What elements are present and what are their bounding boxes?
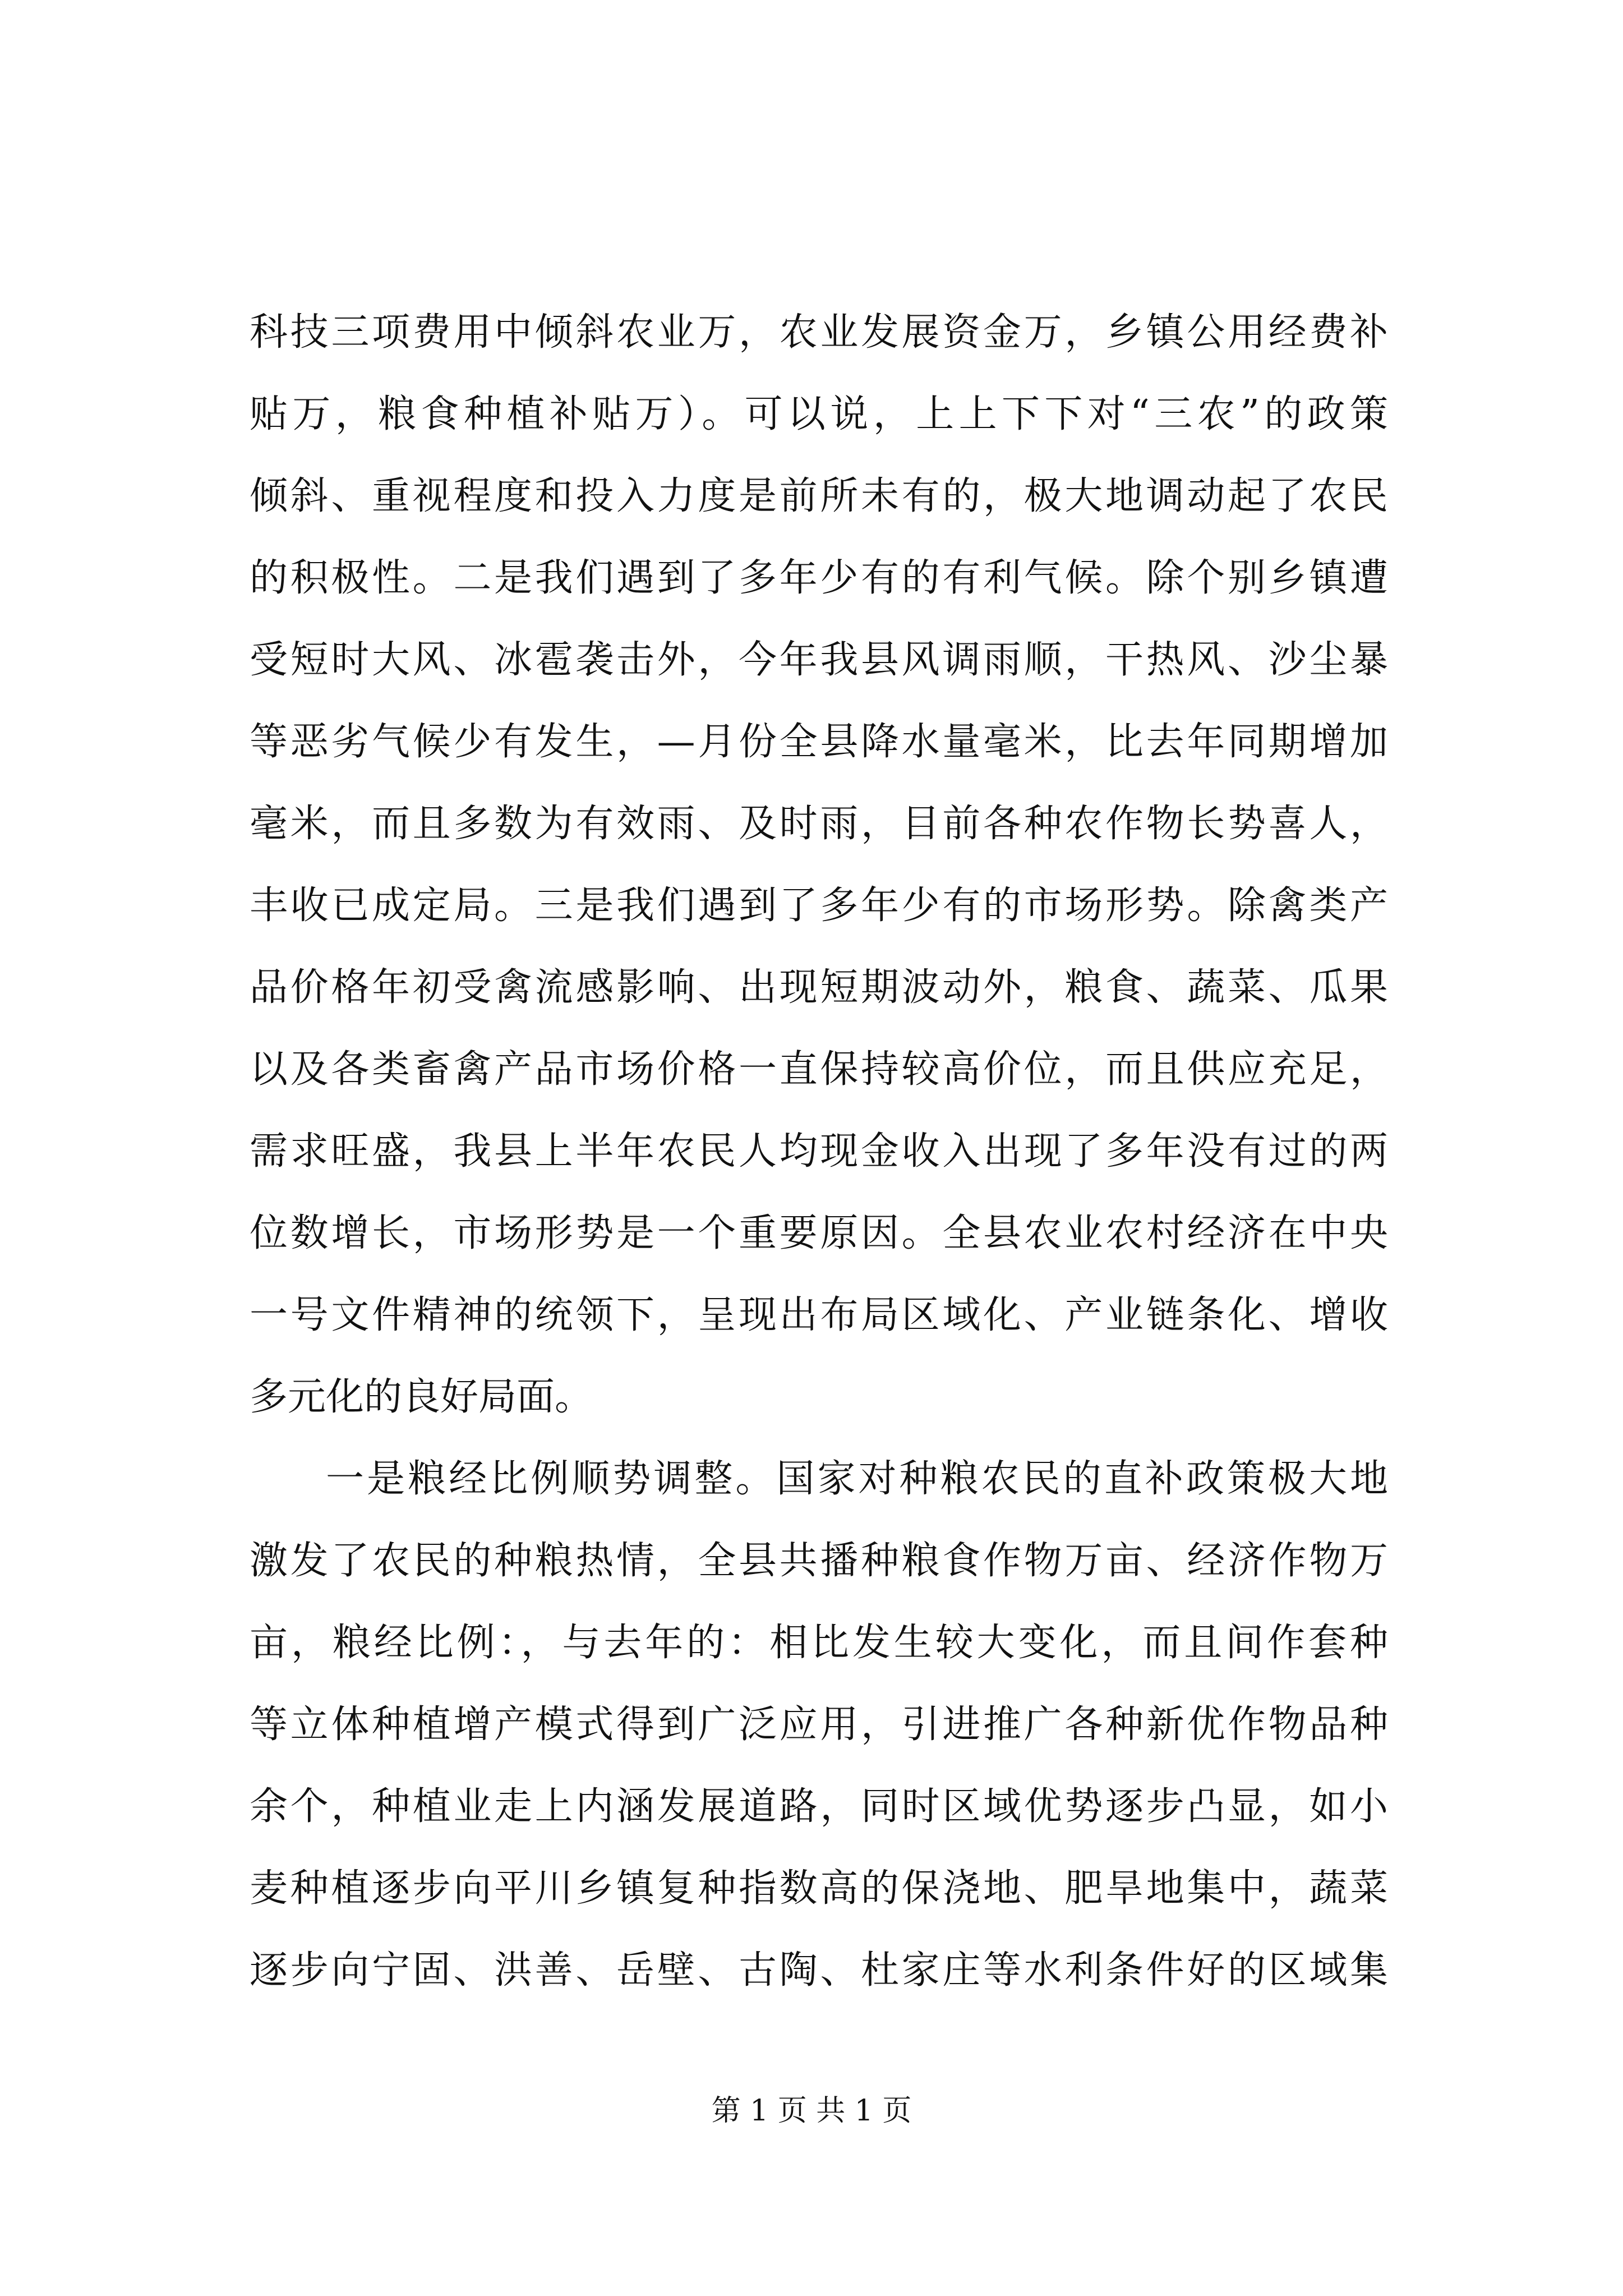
text-line: 以及各类畜禽产品市场价格一直保持较高价位，而且供应充足，: [250, 1047, 1388, 1092]
text-line: 的积极性。二是我们遇到了多年少有的有利气候。除个别乡镇遭: [250, 556, 1388, 600]
text-line: 贴万，粮食种植补贴万）。可以说，上上下下对“三农”的政策: [250, 392, 1388, 436]
text-line: 多元化的良好局面。: [250, 1375, 593, 1419]
body-text: [250, 292, 1388, 2012]
text-line: 倾斜、重视程度和投入力度是前所未有的，极大地调动起了农民: [250, 474, 1388, 518]
text-line: 受短时大风、冰雹袭击外，今年我县风调雨顺，干热风、沙尘暴: [250, 638, 1388, 682]
text-line: 麦种植逐步向平川乡镇复种指数高的保浇地、肥旱地集中，蔬菜: [250, 1866, 1388, 1911]
text-line: 科技三项费用中倾斜农业万，农业发展资金万，乡镇公用经费补: [250, 310, 1388, 355]
text-line: 毫米，而且多数为有效雨、及时雨，目前各种农作物长势喜人，: [250, 802, 1388, 846]
text-line: 激发了农民的种粮热情，全县共播种粮食作物万亩、经济作物万: [250, 1539, 1388, 1583]
text-line: 等恶劣气候少有发生，—月份全县降水量毫米，比去年同期增加: [250, 720, 1388, 764]
page-number-footer: 第 1 页 共 1 页: [711, 2094, 912, 2128]
text-line: 丰收已成定局。三是我们遇到了多年少有的市场形势。除禽类产: [250, 884, 1388, 928]
text-line: 逐步向宁固、洪善、岳壁、古陶、杜家庄等水利条件好的区域集: [250, 1948, 1388, 1993]
text-line: 余个，种植业走上内涵发展道路，同时区域优势逐步凸显，如小: [250, 1784, 1388, 1829]
text-line: 亩，粮经比例：，与去年的：相比发生较大变化，而且间作套种: [250, 1621, 1388, 1665]
text-line: 一号文件精神的统领下，呈现出布局区域化、产业链条化、增收: [250, 1293, 1388, 1337]
paragraph-first-line: 一是粮经比例顺势调整。国家对种粮农民的直补政策极大地: [326, 1457, 1388, 1501]
text-line: 需求旺盛，我县上半年农民人均现金收入出现了多年没有过的两: [250, 1129, 1388, 1174]
text-line: 品价格年初受禽流感影响、出现短期波动外，粮食、蔬菜、瓜果: [250, 965, 1388, 1010]
text-line: 等立体种植增产模式得到广泛应用，引进推广各种新优作物品种: [250, 1703, 1388, 1747]
text-line: 位数增长，市场形势是一个重要原因。全县农业农村经济在中央: [250, 1211, 1388, 1255]
